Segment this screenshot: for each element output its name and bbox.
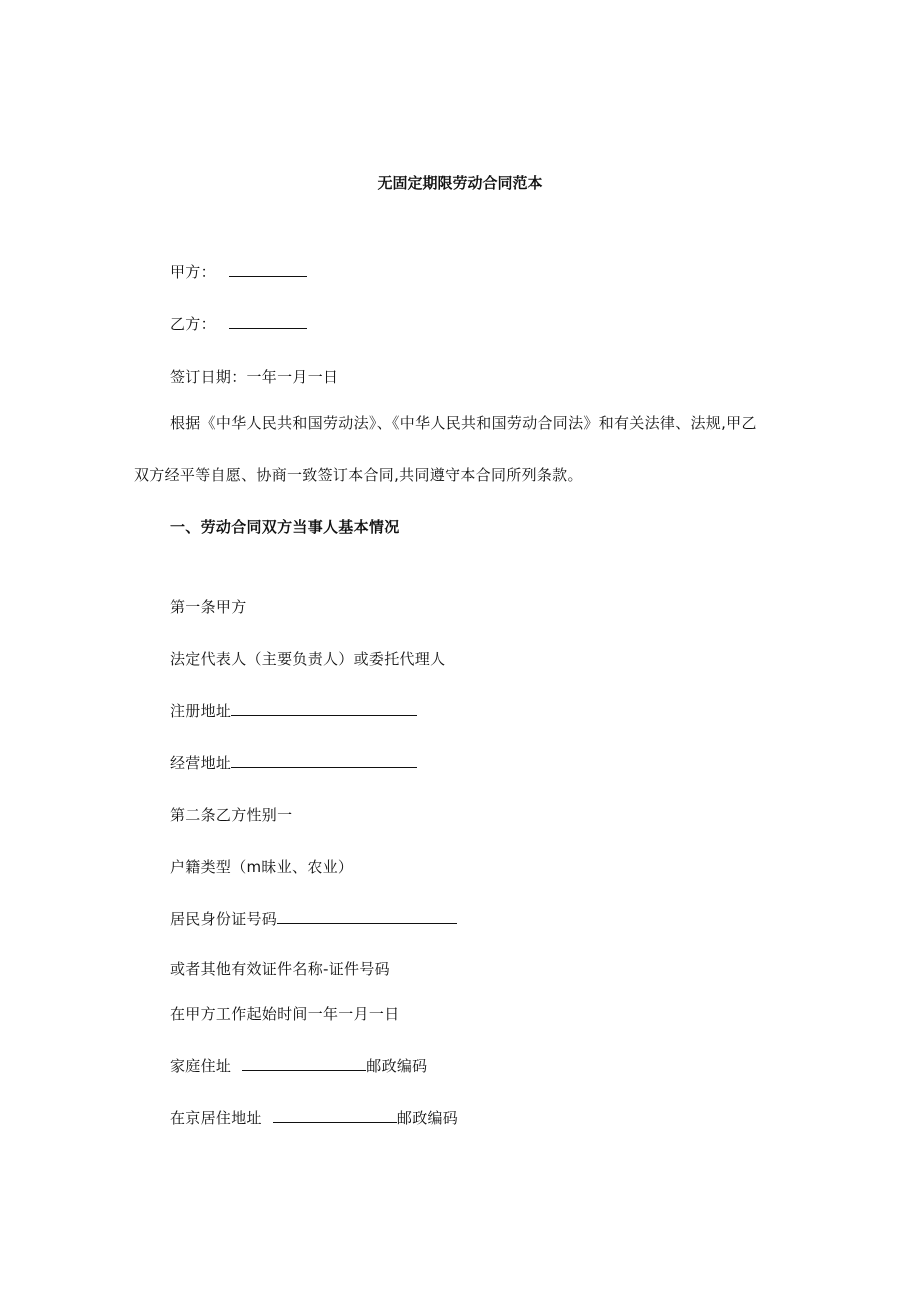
beijing-address-row	[170, 1108, 458, 1128]
home-address-label: 家庭住址	[170, 1057, 232, 1075]
home-address-row	[170, 1056, 427, 1076]
preamble-line-1: 根据《中华人民共和国劳动法》、《中华人民共和国劳动合同法》和有关法律、法规,甲乙	[170, 414, 757, 432]
business-address-row	[170, 753, 417, 773]
registered-address-row	[170, 701, 417, 721]
party-b-label: 乙方：	[170, 315, 216, 333]
article-2: 第二条乙方性别一	[170, 806, 293, 824]
preamble-line-2: 双方经平等自愿、协商一致签订本合同,共同遵守本合同所列条款。	[134, 466, 583, 484]
household-type: 户籍类型（m昧业、农业）	[170, 858, 354, 876]
id-number-row	[170, 909, 457, 929]
sign-date: 签订日期：一年一月一日	[170, 368, 339, 386]
business-address-label: 经营地址	[170, 754, 232, 772]
party-b-row	[170, 314, 307, 334]
legal-representative: 法定代表人（主要负责人）或委托代理人	[170, 650, 446, 668]
party-a-row	[170, 262, 307, 282]
postcode-label-2: 邮政编码	[396, 1109, 459, 1127]
section-1-heading: 一、劳动合同双方当事人基本情况	[170, 518, 400, 536]
business-address-blank	[231, 753, 417, 768]
document-title: 无固定期限劳动合同范本	[377, 174, 543, 192]
beijing-address-blank	[273, 1108, 397, 1123]
beijing-address-label: 在京居住地址	[170, 1109, 262, 1127]
postcode-label-1: 邮政编码	[366, 1057, 428, 1075]
article-1: 第一条甲方	[170, 598, 247, 616]
start-time: 在甲方工作起始时间一年一月一日	[170, 1005, 400, 1023]
party-b-blank	[229, 314, 307, 329]
party-a-label: 甲方：	[170, 263, 216, 281]
registered-address-label: 注册地址	[170, 702, 232, 720]
other-id: 或者其他有效证件名称-证件号码	[170, 960, 390, 978]
id-number-blank	[277, 909, 457, 924]
party-a-blank	[229, 262, 307, 277]
home-address-blank	[242, 1056, 366, 1071]
id-number-label: 居民身份证号码	[170, 910, 278, 928]
registered-address-blank	[231, 701, 417, 716]
